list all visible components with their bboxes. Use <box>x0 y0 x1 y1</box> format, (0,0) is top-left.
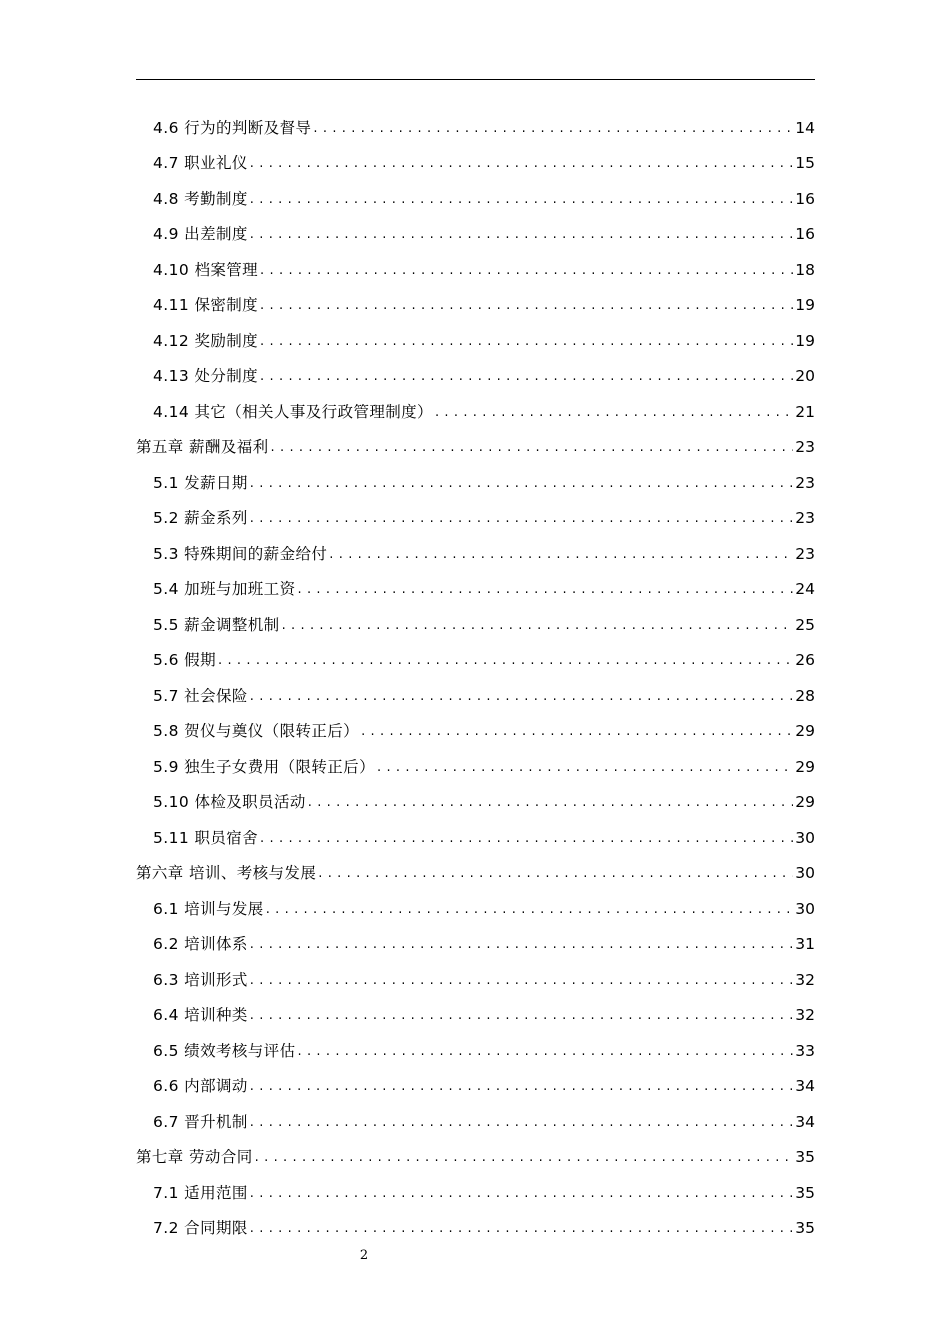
toc-chapter-entry[interactable] <box>136 430 815 466</box>
toc-dot-leader <box>377 758 793 776</box>
toc-dot-leader <box>250 474 793 492</box>
toc-entry-page: 16 <box>795 225 815 244</box>
toc-chapter-entry[interactable] <box>136 1140 815 1176</box>
toc-section-entry[interactable] <box>136 359 815 395</box>
toc-section-entry[interactable] <box>136 181 815 217</box>
toc-dot-leader <box>297 1042 793 1060</box>
toc-entry-page: 35 <box>795 1183 815 1202</box>
toc-entry-title: 5.9 独生子女费用（限转正后） <box>153 757 375 776</box>
toc-entry-title: 6.5 绩效考核与评估 <box>153 1041 296 1060</box>
toc-chapter-entry[interactable] <box>136 856 815 892</box>
toc-entry-title: 第五章 薪酬及福利 <box>136 438 269 457</box>
toc-dot-leader <box>250 154 793 172</box>
toc-entry-title: 6.1 培训与发展 <box>153 899 264 918</box>
toc-dot-leader <box>255 1148 793 1166</box>
toc-entry-page: 24 <box>795 580 815 599</box>
toc-section-entry[interactable] <box>136 146 815 182</box>
toc-entry-page: 19 <box>795 331 815 350</box>
toc-entry-title: 5.11 职员宿舍 <box>153 828 259 847</box>
toc-section-entry[interactable] <box>136 217 815 253</box>
toc-entry-title: 6.2 培训体系 <box>153 935 248 954</box>
toc-entry-title: 4.13 处分制度 <box>153 367 259 386</box>
toc-section-entry[interactable] <box>136 323 815 359</box>
toc-dot-leader <box>260 332 793 350</box>
toc-section-entry[interactable] <box>136 1033 815 1069</box>
toc-section-entry[interactable] <box>136 1069 815 1105</box>
header-rule <box>136 79 815 80</box>
toc-section-entry[interactable] <box>136 465 815 501</box>
page-number: 2 <box>359 1248 369 1263</box>
toc-dot-leader <box>361 722 793 740</box>
toc-dot-leader <box>282 616 793 634</box>
toc-section-entry[interactable] <box>136 110 815 146</box>
toc-section-entry[interactable] <box>136 288 815 324</box>
toc-entry-page: 31 <box>795 935 815 954</box>
toc-entry-page: 30 <box>795 899 815 918</box>
toc-entry-title: 4.10 档案管理 <box>153 260 259 279</box>
toc-dot-leader <box>260 261 793 279</box>
toc-section-entry[interactable] <box>136 394 815 430</box>
table-of-contents <box>136 110 815 1246</box>
toc-entry-title: 5.7 社会保险 <box>153 686 248 705</box>
toc-dot-leader <box>250 1184 793 1202</box>
toc-entry-page: 15 <box>795 154 815 173</box>
toc-dot-leader <box>435 403 793 421</box>
toc-entry-page: 29 <box>795 793 815 812</box>
toc-entry-page: 25 <box>795 615 815 634</box>
toc-entry-title: 4.12 奖励制度 <box>153 331 259 350</box>
toc-section-entry[interactable] <box>136 536 815 572</box>
toc-entry-title: 5.1 发薪日期 <box>153 473 248 492</box>
toc-entry-page: 23 <box>795 509 815 528</box>
toc-entry-page: 21 <box>795 402 815 421</box>
toc-entry-page: 23 <box>795 438 815 457</box>
toc-entry-title: 6.7 晋升机制 <box>153 1112 248 1131</box>
toc-section-entry[interactable] <box>136 891 815 927</box>
toc-dot-leader <box>250 971 793 989</box>
toc-entry-title: 5.4 加班与加班工资 <box>153 580 296 599</box>
toc-entry-title: 4.9 出差制度 <box>153 225 248 244</box>
toc-entry-page: 32 <box>795 1006 815 1025</box>
toc-dot-leader <box>266 900 793 918</box>
toc-entry-title: 5.5 薪金调整机制 <box>153 615 280 634</box>
toc-entry-title: 5.2 薪金系列 <box>153 509 248 528</box>
toc-entry-title: 5.8 贺仪与奠仪（限转正后） <box>153 722 360 741</box>
toc-entry-page: 18 <box>795 260 815 279</box>
toc-entry-page: 28 <box>795 686 815 705</box>
toc-dot-leader <box>250 935 793 953</box>
toc-entry-title: 7.1 适用范围 <box>153 1183 248 1202</box>
toc-dot-leader <box>250 225 793 243</box>
toc-entry-page: 19 <box>795 296 815 315</box>
toc-entry-page: 14 <box>795 118 815 137</box>
toc-entry-page: 34 <box>795 1112 815 1131</box>
toc-dot-leader <box>250 1219 793 1237</box>
toc-entry-page: 35 <box>795 1148 815 1167</box>
toc-section-entry[interactable] <box>136 572 815 608</box>
toc-entry-page: 33 <box>795 1041 815 1060</box>
toc-dot-leader <box>250 687 793 705</box>
toc-entry-page: 16 <box>795 189 815 208</box>
toc-entry-page: 35 <box>795 1219 815 1238</box>
toc-section-entry[interactable] <box>136 1211 815 1247</box>
toc-section-entry[interactable] <box>136 785 815 821</box>
toc-entry-title: 4.6 行为的判断及督导 <box>153 118 312 137</box>
toc-entry-title: 7.2 合同期限 <box>153 1219 248 1238</box>
toc-dot-leader <box>250 1077 793 1095</box>
toc-entry-title: 6.4 培训种类 <box>153 1006 248 1025</box>
toc-section-entry[interactable] <box>136 501 815 537</box>
toc-section-entry[interactable] <box>136 643 815 679</box>
toc-entry-title: 第七章 劳动合同 <box>136 1148 253 1167</box>
toc-entry-title: 第六章 培训、考核与发展 <box>136 864 317 883</box>
toc-dot-leader <box>313 119 793 137</box>
toc-entry-page: 29 <box>795 722 815 741</box>
toc-section-entry[interactable] <box>136 927 815 963</box>
toc-dot-leader <box>250 1006 793 1024</box>
toc-entry-title: 5.3 特殊期间的薪金给付 <box>153 544 328 563</box>
toc-dot-leader <box>250 190 793 208</box>
toc-dot-leader <box>271 438 793 456</box>
toc-section-entry[interactable] <box>136 749 815 785</box>
toc-section-entry[interactable] <box>136 820 815 856</box>
toc-entry-page: 30 <box>795 828 815 847</box>
toc-dot-leader <box>250 509 793 527</box>
toc-entry-page: 23 <box>795 473 815 492</box>
toc-dot-leader <box>218 651 793 669</box>
toc-entry-page: 34 <box>795 1077 815 1096</box>
toc-section-entry[interactable] <box>136 1104 815 1140</box>
toc-dot-leader <box>318 864 793 882</box>
toc-entry-title: 6.3 培训形式 <box>153 970 248 989</box>
toc-entry-title: 6.6 内部调动 <box>153 1077 248 1096</box>
toc-section-entry[interactable] <box>136 1175 815 1211</box>
toc-section-entry[interactable] <box>136 678 815 714</box>
toc-entry-page: 32 <box>795 970 815 989</box>
toc-dot-leader <box>260 367 793 385</box>
toc-dot-leader <box>260 829 793 847</box>
toc-dot-leader <box>329 545 793 563</box>
toc-entry-title: 4.7 职业礼仪 <box>153 154 248 173</box>
toc-section-entry[interactable] <box>136 714 815 750</box>
toc-entry-page: 23 <box>795 544 815 563</box>
toc-entry-page: 30 <box>795 864 815 883</box>
toc-entry-page: 20 <box>795 367 815 386</box>
toc-entry-page: 26 <box>795 651 815 670</box>
toc-dot-leader <box>250 1113 793 1131</box>
toc-dot-leader <box>260 296 793 314</box>
toc-entry-title: 5.6 假期 <box>153 651 216 670</box>
toc-entry-title: 4.8 考勤制度 <box>153 189 248 208</box>
toc-section-entry[interactable] <box>136 607 815 643</box>
toc-section-entry[interactable] <box>136 998 815 1034</box>
toc-dot-leader <box>297 580 793 598</box>
toc-entry-title: 4.14 其它（相关人事及行政管理制度） <box>153 402 433 421</box>
toc-section-entry[interactable] <box>136 962 815 998</box>
toc-entry-title: 5.10 体检及职员活动 <box>153 793 306 812</box>
toc-entry-page: 29 <box>795 757 815 776</box>
toc-entry-title: 4.11 保密制度 <box>153 296 259 315</box>
toc-dot-leader <box>308 793 793 811</box>
toc-section-entry[interactable] <box>136 252 815 288</box>
